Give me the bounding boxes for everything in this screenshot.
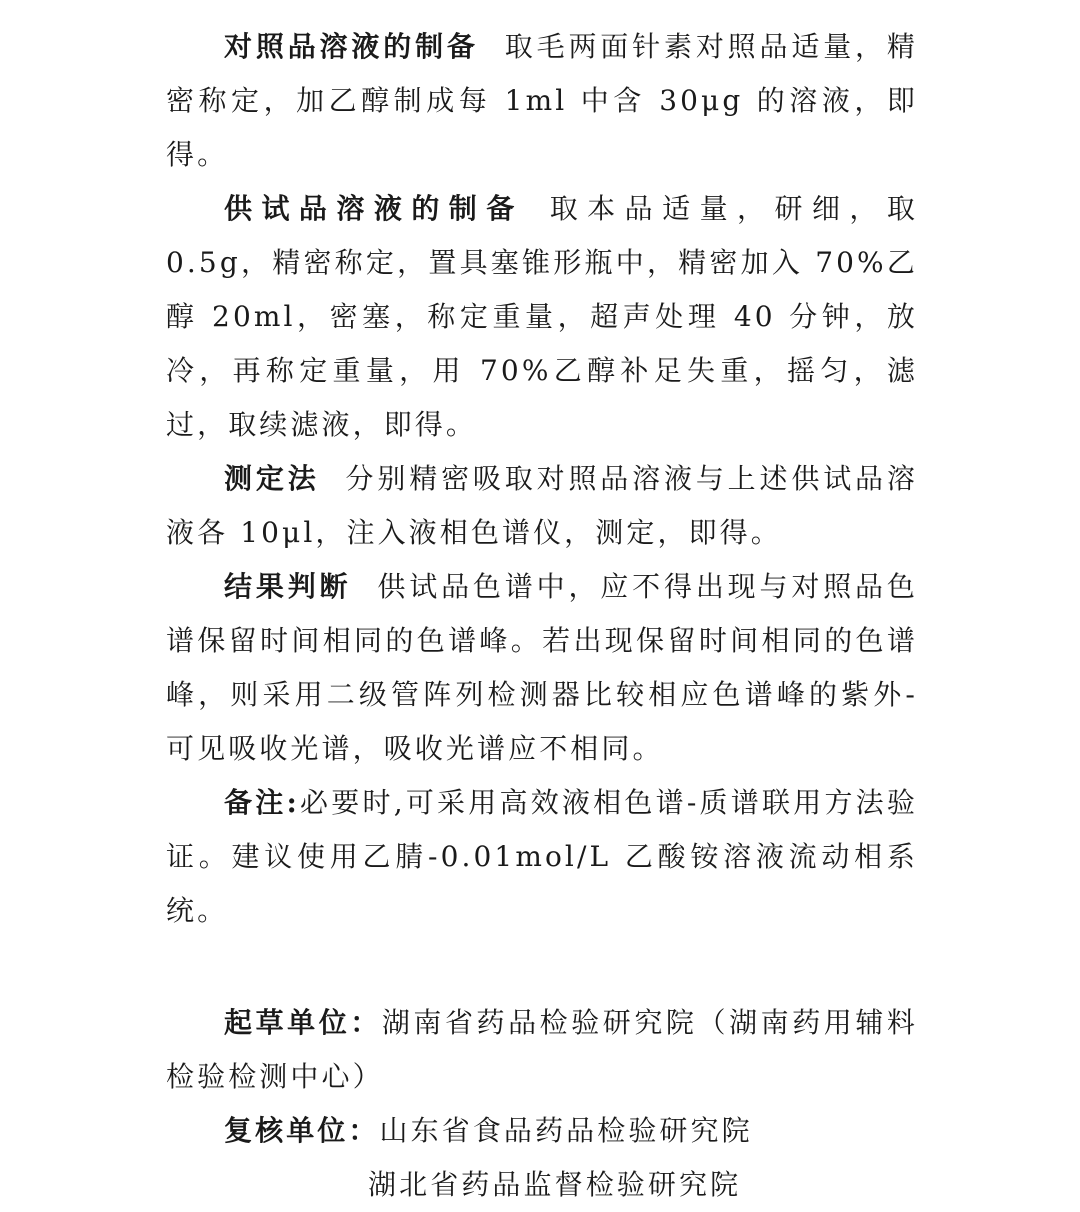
spacer	[166, 938, 918, 996]
section-text: 取本品适量，研细，取 0.5g，精密称定，置具塞锥形瓶中，精密加入 70%乙醇 20ml，密塞，称定重量，超声处理 40 分钟，放冷，再称定重量，用 70%乙醇补足失重，摇匀，滤过，取续滤液，即得。	[166, 192, 918, 441]
review-value-2: 湖北省药品监督检验研究院	[368, 1168, 742, 1201]
review-value-1: 山东省食品药品检验研究院	[379, 1114, 753, 1147]
note-text: 必要时,可采用高效液相色谱-质谱联用方法验证。建议使用乙腈-0.01mol/L 乙酸铵溶液流动相系统。	[166, 786, 918, 927]
section-test-solution	[166, 182, 918, 452]
section-method	[166, 452, 918, 560]
section-term: 供试品溶液的制备	[224, 192, 524, 225]
section-text: 供试品色谱中，应不得出现与对照品色谱保留时间相同的色谱峰。若出现保留时间相同的色谱峰，则采用二级管阵列检测器比较相应色谱峰的紫外-可见吸收光谱，吸收光谱应不相同。	[166, 570, 919, 765]
note-paragraph	[166, 776, 918, 938]
section-reference-solution	[166, 20, 918, 182]
review-line-2	[166, 1158, 918, 1212]
drafting-unit	[166, 996, 918, 1104]
review-line-1	[166, 1104, 918, 1158]
drafting-value: 湖南省药品检验研究院（湖南药用辅料检验检测中心）	[166, 1006, 918, 1093]
drafting-label: 起草单位：	[224, 1006, 382, 1039]
section-term: 测定法	[224, 462, 320, 495]
section-text: 取毛两面针素对照品适量，精密称定，加乙醇制成每 1ml 中含 30μg 的溶液，即得。	[166, 30, 918, 171]
section-result	[166, 560, 918, 776]
section-term: 对照品溶液的制备	[224, 30, 479, 63]
review-unit	[166, 1104, 918, 1212]
section-text: 分别精密吸取对照品溶液与上述供试品溶液各 10μl，注入液相色谱仪，测定，即得。	[166, 462, 918, 549]
document-body	[166, 20, 918, 1212]
review-label: 复核单位：	[224, 1114, 380, 1147]
note-label: 备注:	[224, 786, 300, 819]
section-term: 结果判断	[224, 570, 352, 603]
